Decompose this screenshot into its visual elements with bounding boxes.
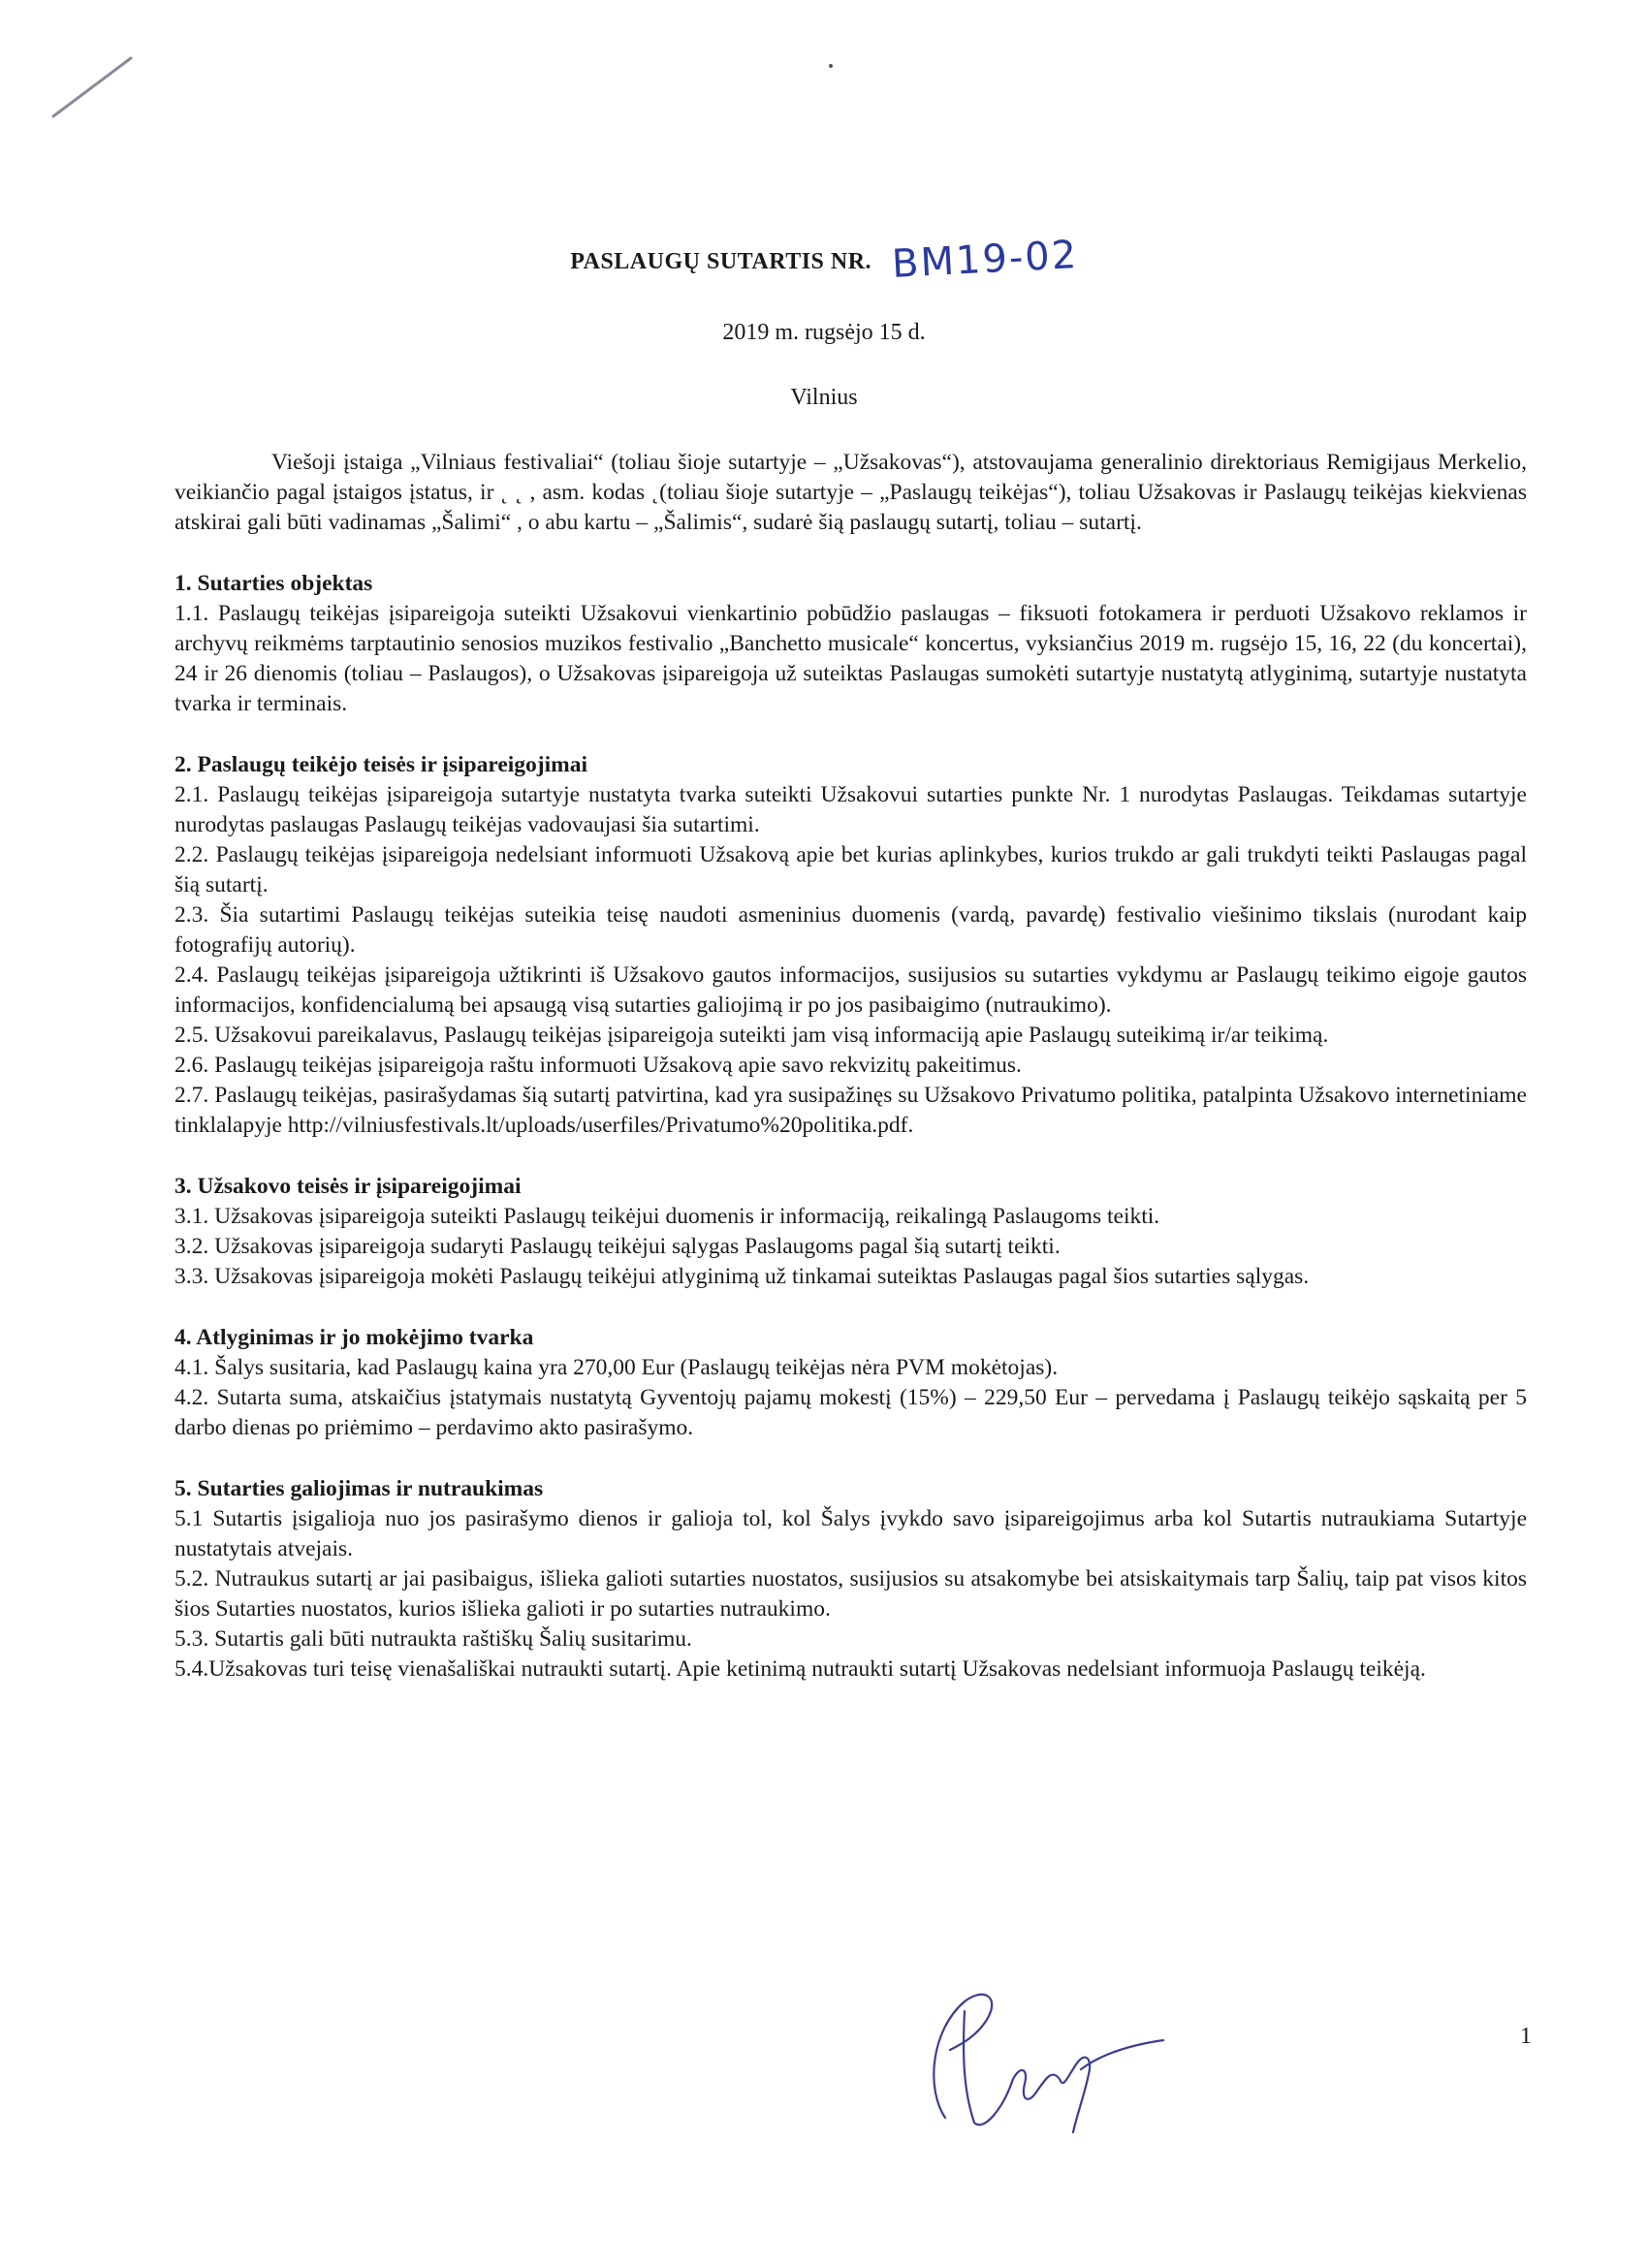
page-number: 1 (1520, 2024, 1532, 2049)
handwritten-contract-number: BM19-02 (890, 233, 1079, 287)
contract-body (174, 448, 1527, 1685)
section-title: 3. Užsakovo teisės ir įsipareigojimai (174, 1174, 522, 1199)
clause: 2.3. Šia sutartimi Paslaugų teikėjas suteikia teisę naudoti asmeninius duomenis (vardą, pavardę) festivalio viešinimo tikslais (nurodant kaip fotografijų autorių). (174, 902, 1527, 958)
clause: 5.2. Nutraukus sutartį ar jai pasibaigus, išlieka galioti sutarties nuostatos, susijusios su atsakomybe bei atsiskaitymais tarp Šalių, taip pat visos kitos šios Sutarties nuostatos, kurios išlieka galioti ir po sutarties nutraukimo. (174, 1566, 1527, 1622)
clause: 2.2. Paslaugų teikėjas įsipareigoja nedelsiant informuoti Užsakovą apie bet kurias aplinkybes, kurios trukdo ar gali trukdyti teikti Paslaugas pagal šią sutartį. (174, 842, 1527, 898)
intro-paragraph: Viešoji įstaiga „Vilniaus festivaliai“ (toliau šioje sutartyje – „Užsakovas“), atstovaujama generalinio direktoriaus Remigijaus Merkelio, veikiančio pagal įstaigos įstatus, ir ˛ ˛ , asm. kodas ˛(toliau šioje sutartyje – „Paslaugų teikėjas“), toliau Užsakovas ir Paslaugų teikėjas kiekvienas atskirai gali būti vadinamas „Šalimi“ , o abu kartu – „Šalimis“, sudarė šią paslaugų sutartį, toliau – sutartį. (174, 450, 1527, 535)
clause: 4.2. Sutarta suma, atskaičius įstatymais nustatytą Gyventojų pajamų mokestį (15%) – 229,50 Eur – pervedama į Paslaugų teikėjo sąskaitą per 5 darbo dienas po priėmimo – perdavimo akto pasirašymo. (174, 1385, 1527, 1440)
clause: 2.6. Paslaugų teikėjas įsipareigoja raštu informuoti Užsakovą apie savo rekvizitų pakeitimus. (174, 1053, 1022, 1078)
clause: 2.1. Paslaugų teikėjas įsipareigoja sutartyje nustatyta tvarka suteikti Užsakovui sutarties punkte Nr. 1 nurodytas Paslaugas. Teikdamas sutartyje nurodytas paslaugas Paslaugų teikėjas vadovaujasi šia sutartimi. (174, 782, 1527, 837)
section-title: 5. Sutarties galiojimas ir nutraukimas (174, 1476, 544, 1501)
section-title: 2. Paslaugų teikėjo teisės ir įsipareigojimai (174, 752, 588, 777)
section-provider-obligations (174, 750, 1527, 1141)
scan-speck (829, 64, 833, 68)
pen-stroke-mark (48, 53, 136, 121)
section-title: 1. Sutarties objektas (174, 571, 373, 596)
clause: 2.5. Užsakovui pareikalavus, Paslaugų teikėjas įsipareigoja suteikti jam visą informaciją apie Paslaugų suteikimą ir/ar teikimą. (174, 1023, 1329, 1048)
clause: 5.1 Sutartis įsigalioja nuo jos pasirašymo dienos ir galioja tol, kol Šalys įvykdo savo įsipareigojimus arba kol Sutartis nutraukiama Sutartyje nustatytais atvejais. (174, 1506, 1527, 1561)
clause: 2.4. Paslaugų teikėjas įsipareigoja užtikrinti iš Užsakovo gautos informacijos, susijusios su sutarties vykdymu ar Paslaugų teikimo eigoje gautos informacijos, konfidencialumą bei apsaugą visą sutarties galiojimą ir po jos pasibaigimo (nutraukimo). (174, 962, 1527, 1018)
clause: 1.1. Paslaugų teikėjas įsipareigoja suteikti Užsakovui vienkartinio pobūdžio paslaugas – fiksuoti fotokamera ir perduoti Užsakovo reklamos ir archyvų reikmėms tarptautinio senosios muzikos festivalio „Banchetto musicale“ koncertus, vyksiančius 2019 m. rugsėjo 15, 16, 22 (du koncertai), 24 ir 26 dienomis (toliau – Paslaugos), o Užsakovas įsipareigoja už suteiktas Paslaugas sumokėti sutartyje nustatytą atlyginimą, sutartyje nustatyta tvarka ir terminais. (174, 601, 1527, 716)
clause: 2.7. Paslaugų teikėjas, pasirašydamas šią sutartį patvirtina, kad yra susipažinęs su Užsakovo Privatumo politika, patalpinta Užsakovo internetiniame tinklalapyje http://vilniusfestivals.lt/uploads/userfiles/Privatumo%20politika.pdf. (174, 1083, 1527, 1138)
section-subject (174, 569, 1527, 719)
section-customer-obligations (174, 1172, 1527, 1292)
clause: 5.4.Užsakovas turi teisę vienašališkai nutraukti sutartį. Apie ketinimą nutraukti sutartį Užsakovas nedelsiant informuoja Paslaugų teikėją. (174, 1656, 1426, 1682)
contract-city: Vilnius (790, 385, 858, 410)
clause: 3.1. Užsakovas įsipareigoja suteikti Paslaugų teikėjui duomenis ir informaciją, reikalingą Paslaugoms teikti. (174, 1204, 1160, 1229)
section-payment (174, 1323, 1527, 1443)
clause: 4.1. Šalys susitaria, kad Paslaugų kaina yra 270,00 Eur (Paslaugų teikėjas nėra PVM mokėtojas). (174, 1355, 1059, 1380)
section-validity-termination (174, 1474, 1527, 1685)
contract-date: 2019 m. rugsėjo 15 d. (722, 320, 926, 345)
contract-title-text: PASLAUGŲ SUTARTIS NR. (570, 249, 872, 274)
section-title: 4. Atlyginimas ir jo mokėjimo tvarka (174, 1325, 534, 1350)
contract-title (0, 233, 1648, 287)
handwritten-signature (906, 1972, 1168, 2137)
clause: 3.2. Užsakovas įsipareigoja sudaryti Paslaugų teikėjui sąlygas Paslaugoms pagal šią sutartį teikti. (174, 1234, 1061, 1259)
clause: 3.3. Užsakovas įsipareigoja mokėti Paslaugų teikėjui atlyginimą už tinkamai suteiktas Paslaugas pagal šios sutarties sąlygas. (174, 1264, 1310, 1289)
clause: 5.3. Sutartis gali būti nutraukta raštiškų Šalių susitarimu. (174, 1626, 692, 1652)
